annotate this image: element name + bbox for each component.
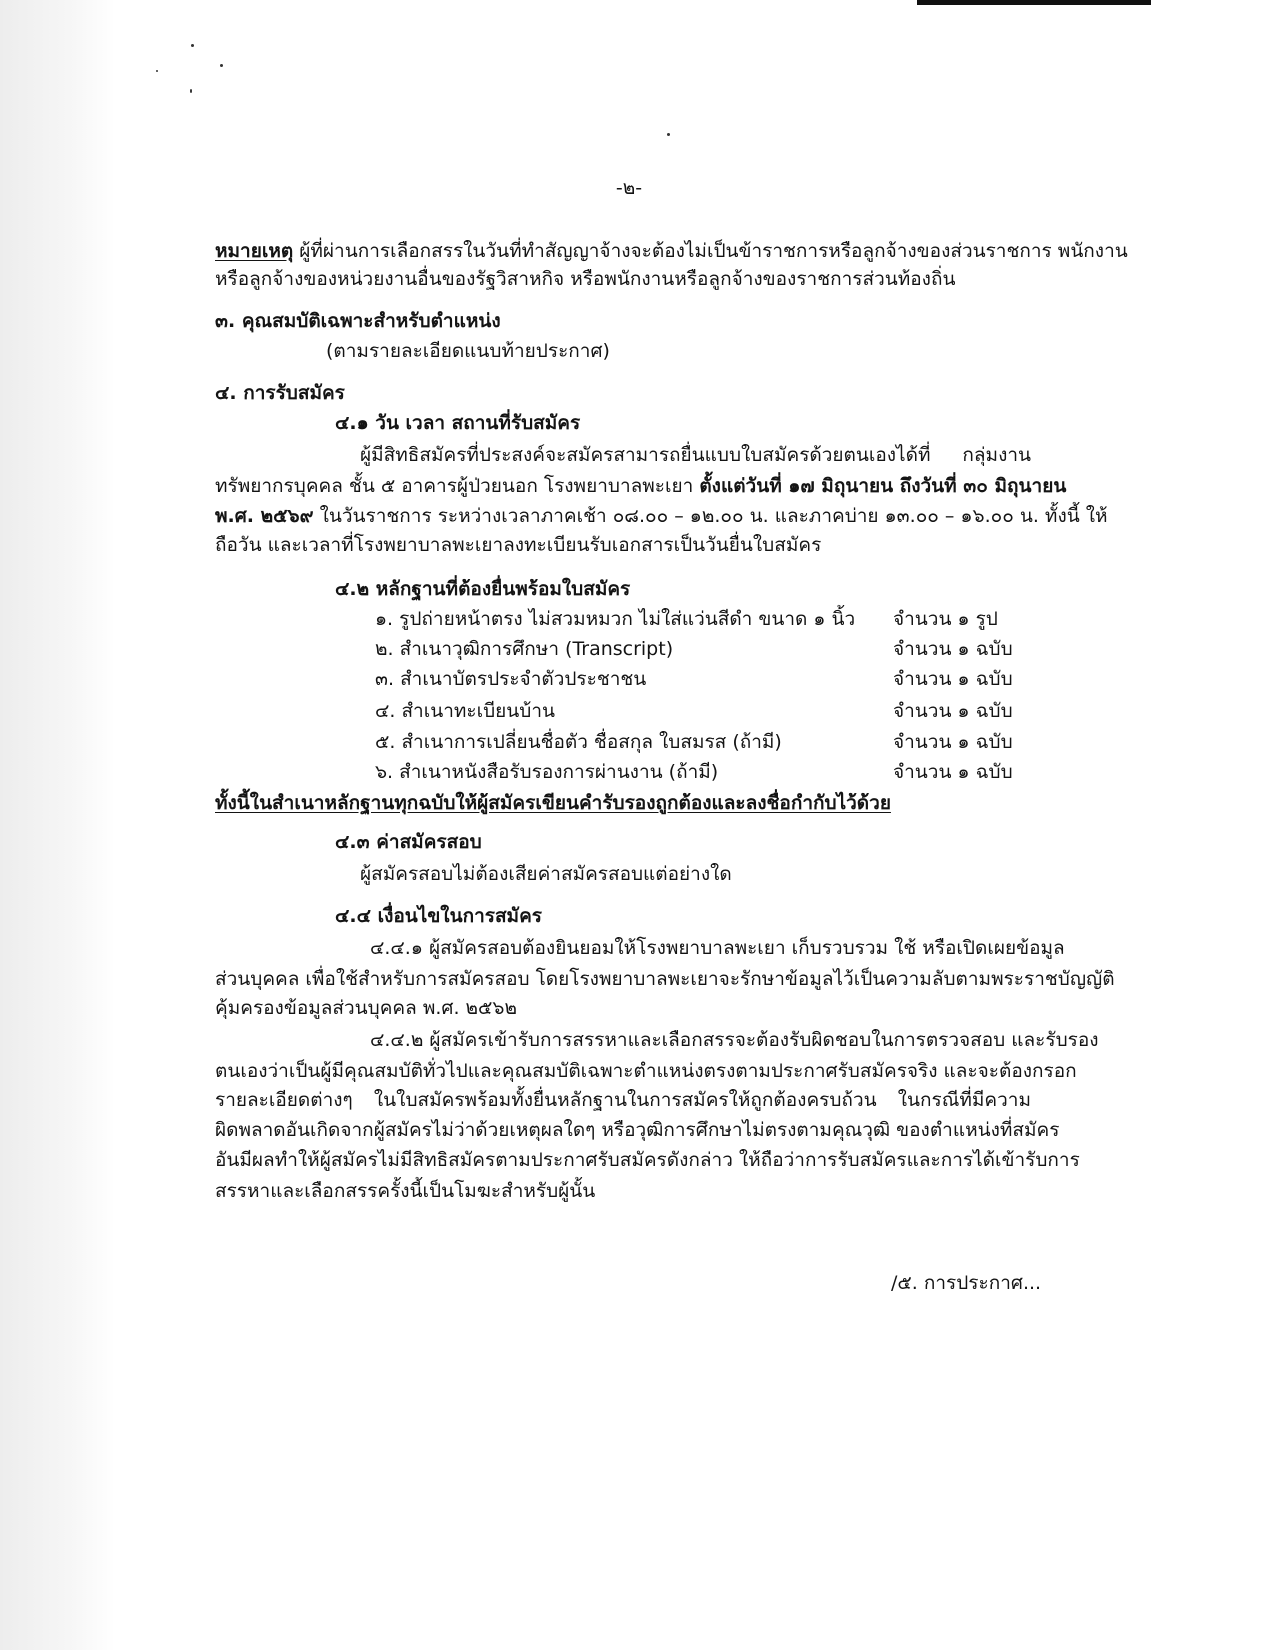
section-4-3-heading: ๔.๓ ค่าสมัครสอบ <box>335 831 482 853</box>
section-3-detail: (ตามรายละเอียดแนบท้ายประกาศ) <box>326 340 610 362</box>
document-item-quantity: จำนวน ๑ ฉบับ <box>893 638 1013 660</box>
section-4-1-hours: ในวันราชการ ระหว่างเวลาภาคเช้า ๐๘.๐๐ – ๑๒.๐๐ น. และภาคบ่าย ๑๓.๐๐ – ๑๖.๐๐ น. ทั้งนี้ ให้ <box>319 505 1108 527</box>
section-4-1-line-1: ผู้มีสิทธิสมัครที่ประสงค์จะสมัครสามารถยื่นแบบใบสมัครด้วยตนเองได้ที่ กลุ่มงาน <box>360 444 1031 466</box>
document-item-text: ๖. สำเนาหนังสือรับรองการผ่านงาน (ถ้ามี) <box>375 761 719 783</box>
section-4-1-line-4: ถือวัน และเวลาที่โรงพยาบาลพะเยาลงทะเบียนรับเอกสารเป็นวันยื่นใบสมัคร <box>215 534 822 556</box>
section-4-1-location: ทรัพยากรบุคคล ชั้น ๕ อาคารผู้ป่วยนอก โรงพยาบาลพะเยา <box>215 475 694 497</box>
section-4-4-heading: ๔.๔ เงื่อนไขในการสมัคร <box>335 905 542 927</box>
condition-4-4-2-line: ตนเองว่าเป็นผู้มีคุณสมบัติทั่วไปและคุณสมบัติเฉพาะตำแหน่งตรงตามประกาศรับสมัครจริง และจะต้องกรอก <box>215 1060 1077 1082</box>
condition-4-4-2-line: อันมีผลทำให้ผู้สมัครไม่มีสิทธิสมัครตามประกาศรับสมัครดังกล่าว ให้ถือว่าการรับสมัครและการได้เข้ารับการ <box>215 1149 1080 1171</box>
document-item-text: ๕. สำเนาการเปลี่ยนชื่อตัว ชื่อสกุล ใบสมรส (ถ้ามี) <box>375 731 782 753</box>
condition-4-4-2-line: ๔.๔.๒ ผู้สมัครเข้ารับการสรรหาและเลือกสรรจะต้องรับผิดชอบในการตรวจสอบ และรับรอง <box>370 1029 1099 1051</box>
document-item-quantity: จำนวน ๑ ฉบับ <box>893 700 1013 722</box>
continuation-footer: /๕. การประกาศ... <box>891 1272 1042 1294</box>
scan-speck <box>156 70 158 72</box>
scan-speck <box>190 89 192 93</box>
note-label: หมายเหตุ <box>215 240 294 262</box>
condition-4-4-2-line: รายละเอียดต่างๆ ในใบสมัครพร้อมทั้งยื่นหลักฐานในการสมัครให้ถูกต้องครบถ้วน ในกรณีที่มีความ <box>215 1089 1031 1111</box>
document-item-quantity: จำนวน ๑ ฉบับ <box>893 668 1013 690</box>
note-text: ผู้ที่ผ่านการเลือกสรรในวันที่ทำสัญญาจ้างจะต้องไม่เป็นข้าราชการหรือลูกจ้างของส่วนราชการ พนักงาน <box>299 240 1128 262</box>
document-item-text: ๔. สำเนาทะเบียนบ้าน <box>375 700 555 722</box>
section-4-1-dates: ตั้งแต่วันที่ ๑๗ มิถุนายน ถึงวันที่ ๓๐ มิถุนายน <box>699 475 1067 497</box>
section-4-1-line-2 <box>215 474 1067 498</box>
scan-edge-shading <box>0 0 115 1650</box>
section-3-heading: ๓. คุณสมบัติเฉพาะสำหรับตำแหน่ง <box>215 310 501 332</box>
section-4-1-heading: ๔.๑ วัน เวลา สถานที่รับสมัคร <box>335 412 581 434</box>
note-line-1 <box>215 239 1128 263</box>
document-item-quantity: จำนวน ๑ ฉบับ <box>893 731 1013 753</box>
document-item-text: ๓. สำเนาบัตรประจำตัวประชาชน <box>375 668 647 690</box>
scan-edge-bar <box>917 0 1151 5</box>
page-number: -๒- <box>615 177 643 199</box>
section-4-2-heading: ๔.๒ หลักฐานที่ต้องยื่นพร้อมใบสมัคร <box>335 578 631 600</box>
scan-speck <box>191 44 194 47</box>
scan-speck <box>220 64 223 67</box>
certify-note: ทั้งนี้ในสำเนาหลักฐานทุกฉบับให้ผู้สมัครเขียนคำรับรองถูกต้องและลงชื่อกำกับไว้ด้วย <box>215 792 891 814</box>
condition-4-4-1-line: ๔.๔.๑ ผู้สมัครสอบต้องยินยอมให้โรงพยาบาลพะเยา เก็บรวบรวม ใช้ หรือเปิดเผยข้อมูล <box>370 937 1065 959</box>
document-item-text: ๒. สำเนาวุฒิการศึกษา (Transcript) <box>375 638 674 660</box>
section-4-heading: ๔. การรับสมัคร <box>215 382 345 404</box>
section-4-1-year: พ.ศ. ๒๕๖๙ <box>215 505 314 527</box>
condition-4-4-1-line: ส่วนบุคคล เพื่อใช้สำหรับการสมัครสอบ โดยโรงพยาบาลพะเยาจะรักษาข้อมูลไว้เป็นความลับตามพระราชบัญญัติ <box>215 968 1115 990</box>
section-4-3-detail: ผู้สมัครสอบไม่ต้องเสียค่าสมัครสอบแต่อย่างใด <box>360 863 732 885</box>
document-item-quantity: จำนวน ๑ ฉบับ <box>893 761 1013 783</box>
document-item-text: ๑. รูปถ่ายหน้าตรง ไม่สวมหมวก ไม่ใส่แว่นสีดำ ขนาด ๑ นิ้ว <box>375 608 856 630</box>
condition-4-4-2-line: สรรหาและเลือกสรรครั้งนี้เป็นโมฆะสำหรับผู้นั้น <box>215 1180 596 1202</box>
condition-4-4-1-line: คุ้มครองข้อมูลส่วนบุคคล พ.ศ. ๒๕๖๒ <box>215 997 518 1019</box>
note-line-2: หรือลูกจ้างของหน่วยงานอื่นของรัฐวิสาหกิจ หรือพนักงานหรือลูกจ้างของราชการส่วนท้องถิ่น <box>215 268 956 290</box>
document-item-quantity: จำนวน ๑ รูป <box>893 608 998 630</box>
scan-speck <box>667 133 670 136</box>
condition-4-4-2-line: ผิดพลาดอันเกิดจากผู้สมัครไม่ว่าด้วยเหตุผลใดๆ หรือวุฒิการศึกษาไม่ตรงตามคุณวุฒิ ของตำแหน่งที่สมัคร <box>215 1119 1060 1141</box>
section-4-1-line-3 <box>215 504 1108 528</box>
